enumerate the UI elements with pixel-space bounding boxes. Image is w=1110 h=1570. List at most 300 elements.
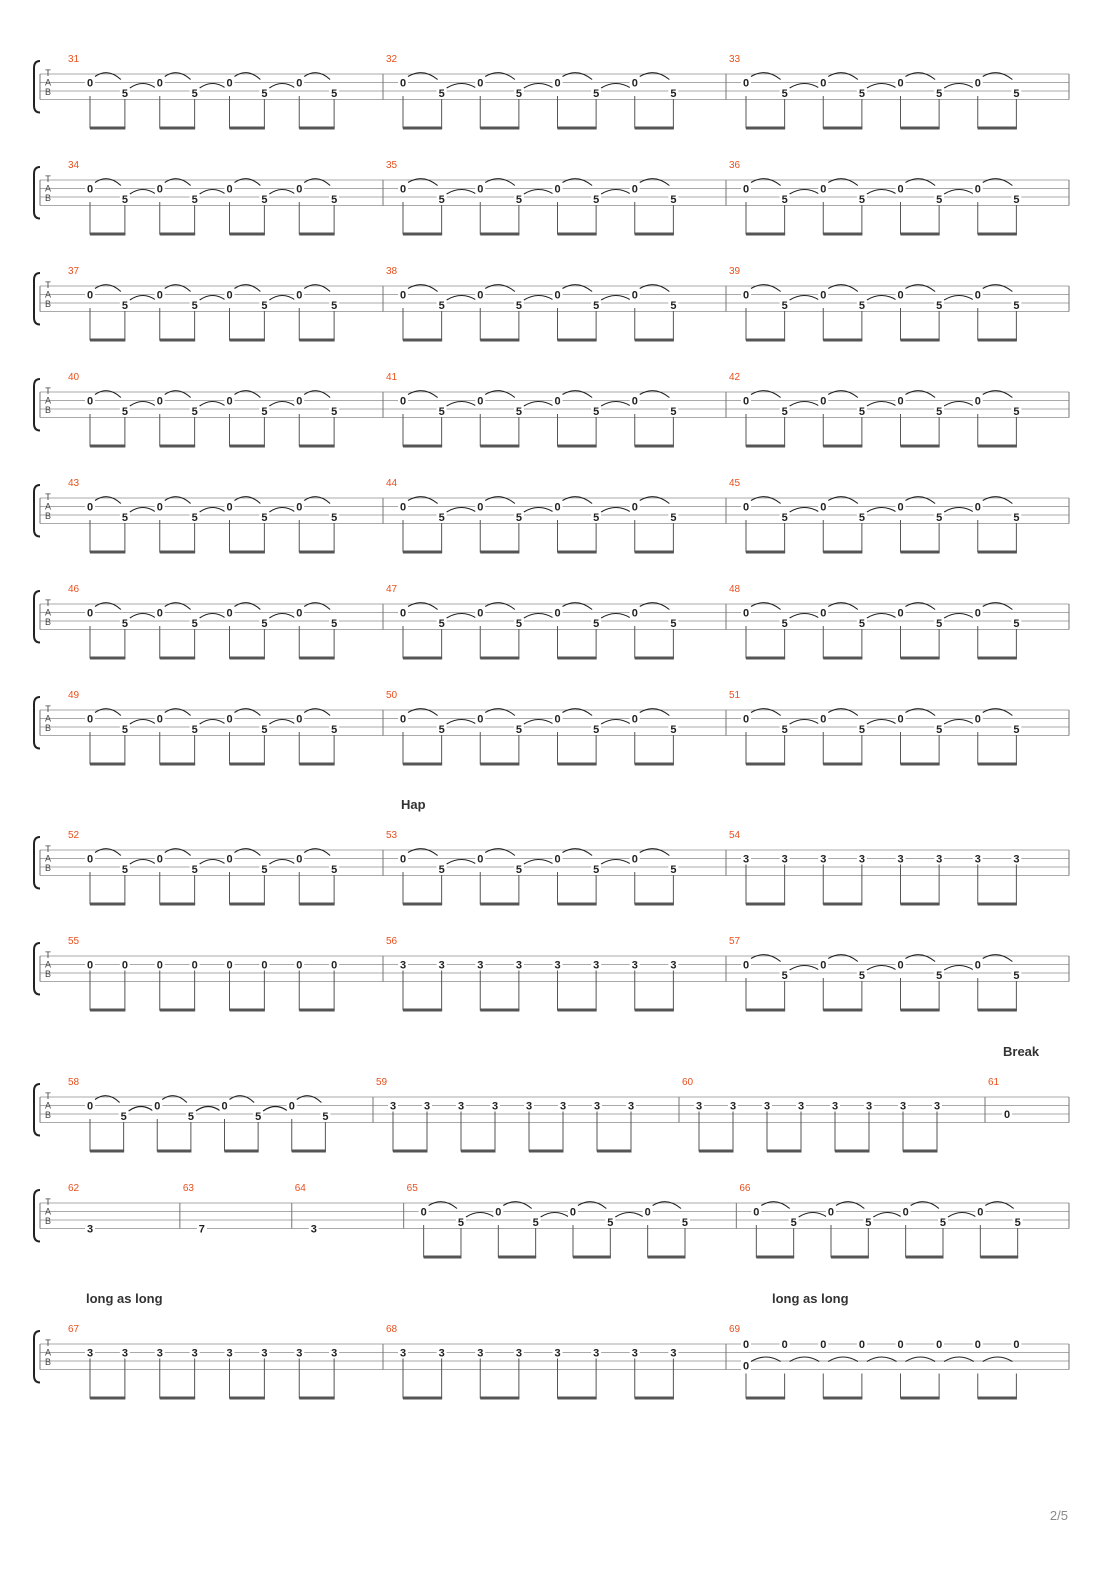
slur-tie [269, 402, 295, 407]
tab-note: 0 [226, 959, 233, 972]
slur-tie [466, 1213, 494, 1218]
slur-tie [944, 190, 974, 195]
note-beam [901, 445, 940, 448]
tab-note: 3 [781, 853, 788, 866]
tab-note: 0 [226, 289, 233, 302]
tab-note: 5 [515, 88, 522, 100]
slur-tie [873, 1213, 901, 1218]
tab-note: 0 [296, 77, 303, 90]
tab-note: 3 [559, 1100, 567, 1113]
note-beam [635, 1009, 674, 1012]
tab-note: 0 [974, 289, 981, 302]
tab-clef-letter: A [44, 713, 52, 724]
system-bracket [34, 167, 40, 219]
slur-tie [524, 190, 554, 195]
tab-clef-letter: T [45, 174, 51, 184]
tab-clef-letter: B [44, 299, 52, 309]
slur-tie [541, 1213, 569, 1218]
tab-note: 0 [296, 607, 303, 620]
note-beam [978, 1397, 1017, 1400]
tab-note: 5 [121, 618, 128, 630]
tab-note: 0 [897, 183, 904, 196]
tab-note: 0 [154, 1100, 161, 1113]
slur-tie [200, 508, 226, 513]
tab-note: 0 [399, 77, 407, 90]
note-beam [635, 903, 674, 906]
slur-tie [867, 402, 897, 407]
tab-note: 0 [897, 501, 904, 514]
note-beam [558, 1009, 597, 1012]
tab-clef-letter: A [44, 959, 52, 970]
tab-note: 5 [858, 300, 865, 312]
slur-tie [790, 720, 820, 725]
tab-note: 5 [255, 1111, 262, 1123]
slur-tie [196, 1107, 221, 1112]
tab-note: 3 [86, 1347, 94, 1360]
tab-note: 0 [477, 713, 484, 726]
tab-note: 5 [515, 512, 522, 524]
tab-note: 5 [670, 406, 677, 418]
note-beam [90, 551, 125, 554]
tab-note: 3 [389, 1100, 397, 1113]
slur-tie [524, 402, 554, 407]
note-beam [480, 657, 519, 660]
tab-note: 0 [631, 713, 638, 726]
tab-note: 5 [121, 512, 128, 524]
system-bracket [34, 1331, 40, 1383]
note-beam [160, 551, 195, 554]
note-beam [635, 445, 674, 448]
tab-note: 0 [86, 501, 94, 514]
slur-tie [867, 614, 897, 619]
note-beam [160, 657, 195, 660]
note-beam [299, 339, 334, 342]
tab-note: 0 [477, 183, 484, 196]
tab-note: 3 [491, 1100, 499, 1113]
tab-note: 0 [820, 395, 827, 408]
tab-note: 3 [831, 1100, 839, 1113]
slur-tie [447, 190, 477, 195]
note-beam [558, 339, 597, 342]
measure-number: 32 [386, 54, 398, 65]
tab-note: 3 [477, 1347, 484, 1360]
system-bracket [34, 591, 40, 643]
slur-tie [263, 1107, 288, 1112]
tab-note: 0 [974, 713, 981, 726]
tab-clef-letter: B [44, 193, 52, 203]
tab-note: 0 [86, 713, 94, 726]
tab-note: 3 [763, 1100, 771, 1113]
section-label: long as long [86, 1291, 163, 1306]
tab-note: 0 [820, 713, 827, 726]
tab-note: 3 [423, 1100, 431, 1113]
slur-tie [130, 720, 156, 725]
tab-note: 5 [681, 1217, 689, 1229]
tab-note: 0 [86, 959, 94, 972]
slur-tie [200, 860, 226, 865]
tab-note: 0 [226, 183, 233, 196]
slur-tie [130, 84, 156, 89]
measure-number: 54 [729, 830, 741, 841]
note-beam [978, 445, 1017, 448]
tab-note: 0 [86, 1100, 94, 1113]
tab-note: 0 [331, 959, 338, 972]
tab-note: 0 [296, 183, 303, 196]
tab-note: 5 [121, 724, 128, 736]
tab-note: 3 [296, 1347, 303, 1360]
note-beam [90, 1150, 124, 1153]
measure-number: 44 [386, 478, 398, 489]
note-beam [635, 1397, 674, 1400]
tab-note: 0 [897, 1339, 904, 1351]
slur-tie [524, 614, 554, 619]
note-beam [635, 339, 674, 342]
tab-note: 0 [977, 1206, 984, 1219]
note-beam [160, 127, 195, 130]
tab-note: 5 [858, 194, 865, 206]
tab-note: 5 [781, 406, 788, 418]
tab-note: 0 [477, 289, 484, 302]
tab-note: 0 [86, 77, 94, 90]
tab-note: 0 [156, 77, 163, 90]
note-beam [573, 1256, 611, 1259]
note-beam [978, 903, 1017, 906]
tab-note: 0 [742, 1339, 750, 1351]
note-beam [901, 339, 940, 342]
tab-note: 0 [820, 289, 827, 302]
tab-note: 0 [477, 607, 484, 620]
note-beam [901, 763, 940, 766]
tab-note: 5 [191, 864, 198, 876]
slur-tie [944, 720, 974, 725]
tab-note: 3 [554, 959, 561, 972]
tab-note: 5 [191, 724, 198, 736]
tab-note: 0 [827, 1206, 835, 1219]
tab-note: 0 [121, 959, 128, 972]
tab-note: 3 [191, 1347, 198, 1360]
measure-number: 38 [386, 266, 398, 277]
tab-note: 5 [1013, 970, 1020, 982]
tab-clef-letter: A [44, 501, 52, 512]
tab-note: 3 [156, 1347, 163, 1360]
tab-note: 5 [438, 618, 445, 630]
tab-note: 3 [477, 959, 484, 972]
measure-number: 40 [68, 372, 80, 383]
slur-tie [867, 190, 897, 195]
note-beam [823, 903, 862, 906]
tab-clef-letter: A [44, 853, 52, 864]
tab-note: 5 [261, 724, 268, 736]
note-beam [299, 1009, 334, 1012]
note-beam [980, 1256, 1018, 1259]
note-beam [403, 657, 442, 660]
measure-number: 68 [386, 1324, 398, 1335]
tab-note: 3 [899, 1100, 907, 1113]
slur-tie [200, 296, 226, 301]
note-beam [635, 551, 674, 554]
tab-note: 3 [515, 959, 522, 972]
note-beam [558, 551, 597, 554]
note-beam [424, 1256, 462, 1259]
note-beam [90, 903, 125, 906]
note-beam [558, 657, 597, 660]
note-beam [230, 763, 265, 766]
tab-note: 5 [858, 724, 865, 736]
system-bracket [34, 1190, 40, 1242]
tab-note: 5 [438, 406, 445, 418]
slur-tie [447, 402, 477, 407]
tab-note: 0 [399, 183, 407, 196]
tab-note: 5 [593, 194, 600, 206]
tab-note: 0 [399, 713, 407, 726]
tab-note: 5 [790, 1217, 797, 1229]
tab-note: 5 [607, 1217, 614, 1229]
measure-number: 60 [682, 1077, 694, 1088]
measure-number: 62 [68, 1183, 80, 1194]
note-beam [299, 233, 334, 236]
tab-note: 5 [670, 618, 677, 630]
note-beam [823, 763, 862, 766]
note-beam [823, 1009, 862, 1012]
note-beam [90, 1397, 125, 1400]
tab-note: 0 [974, 395, 981, 408]
measure-number: 31 [68, 54, 80, 65]
note-beam [978, 763, 1017, 766]
slur-tie [601, 720, 631, 725]
tab-note: 5 [858, 618, 865, 630]
slur-tie [790, 296, 820, 301]
tab-note: 0 [399, 289, 407, 302]
note-beam [480, 1397, 519, 1400]
tab-note: 5 [191, 194, 198, 206]
tab-note: 5 [939, 1217, 947, 1229]
note-beam [230, 903, 265, 906]
tab-note: 5 [936, 406, 943, 418]
note-beam [823, 657, 862, 660]
tab-note: 5 [670, 88, 677, 100]
tab-note: 0 [1013, 1339, 1020, 1351]
tab-note: 0 [156, 607, 163, 620]
tab-note: 5 [331, 406, 338, 418]
note-beam [299, 551, 334, 554]
system-bracket [34, 697, 40, 749]
note-beam [746, 763, 785, 766]
tab-note: 0 [631, 853, 638, 866]
tab-note: 0 [897, 77, 904, 90]
note-beam [978, 1009, 1017, 1012]
measure-number: 57 [729, 936, 741, 947]
tab-note: 5 [593, 512, 600, 524]
tab-note: 5 [936, 512, 943, 524]
tab-note: 5 [593, 618, 600, 630]
tab-note: 5 [781, 724, 788, 736]
tab-note: 5 [1013, 194, 1020, 206]
note-beam [230, 1009, 265, 1012]
tab-note: 0 [742, 289, 750, 302]
note-beam [90, 233, 125, 236]
tab-note: 0 [974, 959, 981, 972]
tab-note: 5 [261, 88, 268, 100]
tab-note: 0 [742, 183, 750, 196]
note-beam [635, 127, 674, 130]
tab-note: 5 [515, 300, 522, 312]
slur-tie [615, 1213, 643, 1218]
tab-note: 5 [936, 970, 943, 982]
note-beam [746, 551, 785, 554]
note-beam [901, 1009, 940, 1012]
note-beam [823, 233, 862, 236]
tab-note: 0 [644, 1206, 651, 1219]
slur-tie [130, 296, 156, 301]
measure-number: 52 [68, 830, 80, 841]
measure-number: 49 [68, 690, 80, 701]
tab-note: 3 [310, 1223, 317, 1236]
system-bracket [34, 379, 40, 431]
tab-note: 3 [331, 1347, 338, 1360]
tab-note: 3 [936, 853, 943, 866]
slur-tie [200, 84, 226, 89]
tab-clef-letter: A [44, 1206, 52, 1217]
measure-number: 42 [729, 372, 741, 383]
tab-note: 0 [296, 713, 303, 726]
tab-note: 0 [569, 1206, 577, 1219]
slur-tie [944, 966, 974, 971]
measure-number: 33 [729, 54, 741, 65]
note-beam [597, 1150, 632, 1153]
note-beam [906, 1256, 944, 1259]
slur-tie [948, 1213, 976, 1218]
note-beam [480, 1009, 519, 1012]
slur-tie [130, 190, 156, 195]
note-beam [558, 445, 597, 448]
tab-clef-letter: T [45, 68, 51, 78]
tab-note: 3 [729, 1100, 737, 1113]
tab-clef-letter: T [45, 280, 51, 290]
note-beam [756, 1256, 794, 1259]
tab-note: 0 [226, 395, 233, 408]
note-beam [461, 1150, 496, 1153]
tab-note: 0 [781, 1339, 788, 1351]
tab-note: 3 [525, 1100, 533, 1113]
tab-note: 0 [495, 1206, 502, 1219]
tab-clef-letter: T [45, 950, 51, 960]
note-beam [230, 657, 265, 660]
note-beam [901, 1397, 940, 1400]
note-beam [480, 233, 519, 236]
slur-tie [269, 190, 295, 195]
tab-note: 5 [532, 1217, 539, 1229]
tab-note: 5 [781, 194, 788, 206]
system-bracket [34, 273, 40, 325]
tab-note: 5 [781, 970, 788, 982]
tab-note: 3 [554, 1347, 561, 1360]
note-beam [90, 763, 125, 766]
slur-tie [601, 84, 631, 89]
tab-note: 0 [477, 501, 484, 514]
note-beam [635, 233, 674, 236]
tab-note: 5 [515, 406, 522, 418]
section-label: Break [1003, 1044, 1040, 1059]
slur-tie [790, 508, 820, 513]
note-beam [978, 127, 1017, 130]
note-beam [635, 763, 674, 766]
measure-number: 35 [386, 160, 398, 171]
tab-clef-letter: A [44, 395, 52, 406]
tab-note: 5 [261, 300, 268, 312]
tab-note: 0 [742, 501, 750, 514]
tab-note: 5 [781, 618, 788, 630]
measure-number: 46 [68, 584, 80, 595]
tab-note: 0 [226, 77, 233, 90]
note-beam [831, 1256, 869, 1259]
tab-clef-letter: B [44, 617, 52, 627]
tab-clef-letter: B [44, 969, 52, 979]
tab-note: 0 [221, 1100, 228, 1113]
tab-note: 3 [86, 1223, 94, 1236]
note-beam [746, 903, 785, 906]
system-bracket [34, 943, 40, 995]
tab-note: 0 [399, 395, 407, 408]
tab-note: 0 [399, 853, 407, 866]
tab-clef-letter: T [45, 1197, 51, 1207]
note-beam [529, 1150, 564, 1153]
tab-note: 0 [554, 853, 561, 866]
tab-note: 5 [936, 88, 943, 100]
note-beam [823, 127, 862, 130]
tab-note: 0 [631, 289, 638, 302]
tab-note: 5 [438, 194, 445, 206]
note-beam [90, 657, 125, 660]
tab-note: 0 [288, 1100, 295, 1113]
tab-note: 5 [121, 88, 128, 100]
note-beam [292, 1150, 326, 1153]
note-beam [746, 445, 785, 448]
slur-tie [790, 84, 820, 89]
note-beam [558, 1397, 597, 1400]
tab-clef-letter: B [44, 511, 52, 521]
note-beam [767, 1150, 802, 1153]
tab-note: 5 [261, 618, 268, 630]
slur-tie [799, 1213, 827, 1218]
note-beam [901, 903, 940, 906]
slur-tie [269, 720, 295, 725]
measure-number: 58 [68, 1077, 80, 1088]
note-beam [403, 445, 442, 448]
tab-note: 7 [198, 1223, 205, 1236]
system-bracket [34, 485, 40, 537]
tab-note: 0 [296, 395, 303, 408]
slur-tie [200, 614, 226, 619]
slur-tie [790, 966, 820, 971]
tab-note: 5 [191, 406, 198, 418]
tab-note: 5 [331, 194, 338, 206]
tab-note: 5 [438, 512, 445, 524]
measure-number: 47 [386, 584, 398, 595]
slur-tie [524, 84, 554, 89]
tab-note: 3 [670, 959, 677, 972]
note-beam [230, 445, 265, 448]
slur-tie [269, 84, 295, 89]
note-beam [498, 1256, 536, 1259]
slur-tie [447, 614, 477, 619]
measure-number: 43 [68, 478, 80, 489]
tab-note: 3 [121, 1347, 128, 1360]
slur-tie [601, 614, 631, 619]
tab-note: 3 [438, 1347, 445, 1360]
tab-note: 5 [120, 1111, 127, 1123]
slur-tie [867, 84, 897, 89]
tab-note: 0 [554, 183, 561, 196]
